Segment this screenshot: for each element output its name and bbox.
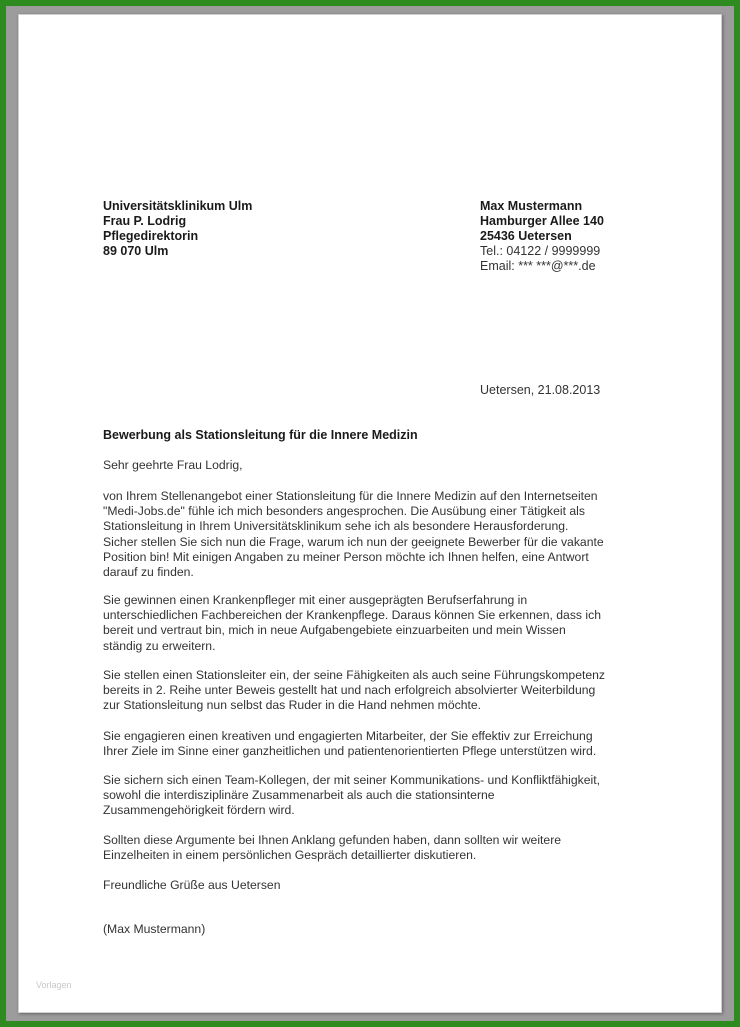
paragraph-line: unterschiedlichen Fachbereichen der Krankenpflege. Daraus können Sie erkennen, dass ich [103, 608, 601, 623]
paragraph-line: zur Stationsleitung nun selbst das Ruder in die Hand nehmen möchte. [103, 698, 482, 713]
paragraph-1 [103, 489, 633, 580]
paragraph-line: Zusammengehörigkeit fördern wird. [103, 803, 295, 818]
paragraph-2 [103, 593, 633, 654]
paragraph-line: Sie gewinnen einen Krankenpfleger mit einer ausgeprägten Berufserfahrung in [103, 593, 528, 607]
sender-address [480, 199, 604, 274]
paragraph-4 [103, 729, 633, 759]
paragraph-line: bereits in 2. Reihe unter Beweis gestellt hat und nach erfolgreich absolvierter Weiterbildung [103, 683, 596, 698]
paragraph-line: bereit und vertraut bin, mich in neue Aufgabengebiete einzuarbeiten und mein Wissen [103, 623, 566, 638]
paragraph-line: Sie engagieren einen kreativen und engagierten Mitarbeiter, der Sie effektiv zur Erreichung [103, 729, 593, 743]
paragraph-line: Sicher stellen Sie sich nun die Frage, warum ich nun der geeignete Bewerber für die vakante [103, 534, 604, 549]
recipient-address [103, 199, 252, 259]
paragraph-line: "Medi-Jobs.de" fühle ich mich besonders angesprochen. Die Ausübung einer Tätigkeit als [103, 504, 585, 519]
paragraph-3 [103, 668, 633, 714]
paragraph-line: von Ihrem Stellenangebot einer Stationsleitung für die Innere Medizin auf den Internetseiten [103, 489, 598, 503]
paragraph-line: darauf zu finden. [103, 565, 194, 580]
paragraph-line: Sollten diese Argumente bei Ihnen Anklang gefunden haben, dann sollten wir weitere [103, 833, 562, 847]
recipient-line: 89 070 Ulm [103, 244, 169, 258]
paragraph-line: ständig zu erweitern. [103, 638, 216, 653]
sender-city: 25436 Uetersen [480, 229, 572, 243]
paragraph-5 [103, 773, 633, 819]
closing-greeting: Freundliche Grüße aus Uetersen [103, 878, 281, 892]
signature: (Max Mustermann) [103, 922, 206, 936]
paragraph-6 [103, 833, 633, 863]
recipient-line: Pflegedirektorin [103, 229, 199, 243]
subject-line: Bewerbung als Stationsleitung für die Innere Medizin [103, 428, 418, 442]
sender-name: Max Mustermann [480, 199, 583, 213]
letter-date: Uetersen, 21.08.2013 [480, 383, 601, 397]
paragraph-line: Position bin! Mit einigen Angaben zu meiner Person möchte ich Ihnen helfen, eine Antwort [103, 549, 589, 564]
paragraph-line: sowohl die interdisziplinäre Zusammenarbeit als auch die stationsinterne [103, 788, 495, 803]
recipient-line: Universitätsklinikum Ulm [103, 199, 253, 213]
sender-email: Email: *** ***@***.de [480, 259, 596, 273]
recipient-line: Frau P. Lodrig [103, 214, 187, 228]
salutation: Sehr geehrte Frau Lodrig, [103, 458, 243, 472]
paragraph-line: Einzelheiten in einem persönlichen Gespräch detaillierter diskutieren. [103, 848, 477, 863]
paragraph-line: Ihrer Ziele im Sinne einer ganzheitlichen und patientenorientierten Pflege unterstützen wird. [103, 744, 597, 759]
watermark: Vorlagen [36, 980, 72, 990]
paragraph-line: Sie sichern sich einen Team-Kollegen, der mit seiner Kommunikations- und Konfliktfähigkeit, [103, 773, 601, 787]
paragraph-line: Sie stellen einen Stationsleiter ein, der seine Fähigkeiten als auch seine Führungskompetenz [103, 668, 606, 682]
sender-phone: Tel.: 04122 / 9999999 [480, 244, 601, 258]
paragraph-line: Stationsleitung in Ihrem Universitätsklinikum sehe ich als besondere Herausforderung. [103, 519, 569, 534]
sender-street: Hamburger Allee 140 [480, 214, 604, 228]
